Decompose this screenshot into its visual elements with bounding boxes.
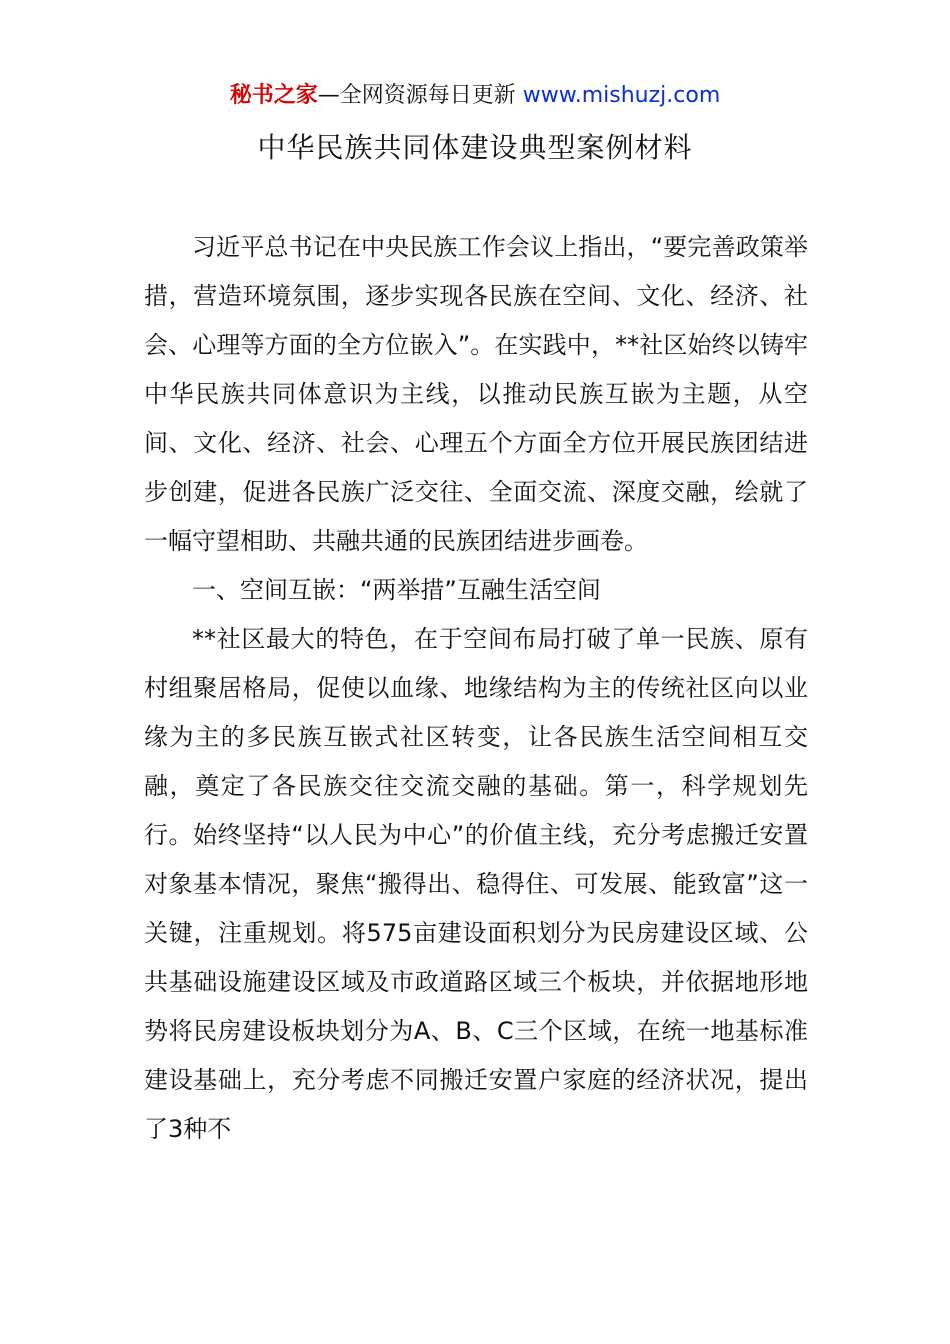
section-heading-spatial: 一、空间互嵌：“两举措”互融生活空间 <box>192 576 601 604</box>
document-title: 中华民族共同体建设典型案例材料 <box>257 131 693 164</box>
site-header <box>0 80 950 112</box>
paragraph-spatial: **社区最大的特色，在于空间布局打破了单一民族、原有村组聚居格局，促使以血缘、地缘结构为主的传统社区向以业缘为主的多民族互嵌式社区转变，让各民族生活空间相互交融，奠定了各民族交往交流交融的基础。第一，科学规划先行。始终坚持“以人民为中心”的价值主线，充分考虑搬迁安置对象基本情况，聚焦“搬得出、稳得住、可发展、能致富”这一关键，注重规划。将575亩建设面积划分为民房建设区域、公共基础设施建设区域及市政道路区域三个板块，并依据地形地势将民房建设板块划分为A、B、C三个区域，在统一地基标准建设基础上，充分考虑不同搬迁安置户家庭的经济状况，提出了3种不 <box>144 625 808 1143</box>
document-body <box>144 223 808 1154</box>
paragraph-intro: 习近平总书记在中央民族工作会议上指出，“要完善政策举措，营造环境氛围，逐步实现各民族在空间、文化、经济、社会、心理等方面的全方位嵌入”。在实践中，**社区始终以铸牢中华民族共同体意识为主线，以推动民族互嵌为主题，从空间、文化、经济、社会、心理五个方面全方位开展民族团结进步创建，促进各民族广泛交往、全面交流、深度交融，绘就了一幅守望相助、共融共通的民族团结进步画卷。 <box>144 233 808 555</box>
site-url[interactable]: www.mishuzj.com <box>522 83 721 108</box>
site-tagline: —全网资源每日更新 <box>317 83 523 108</box>
site-brand: 秘书之家 <box>229 83 318 108</box>
